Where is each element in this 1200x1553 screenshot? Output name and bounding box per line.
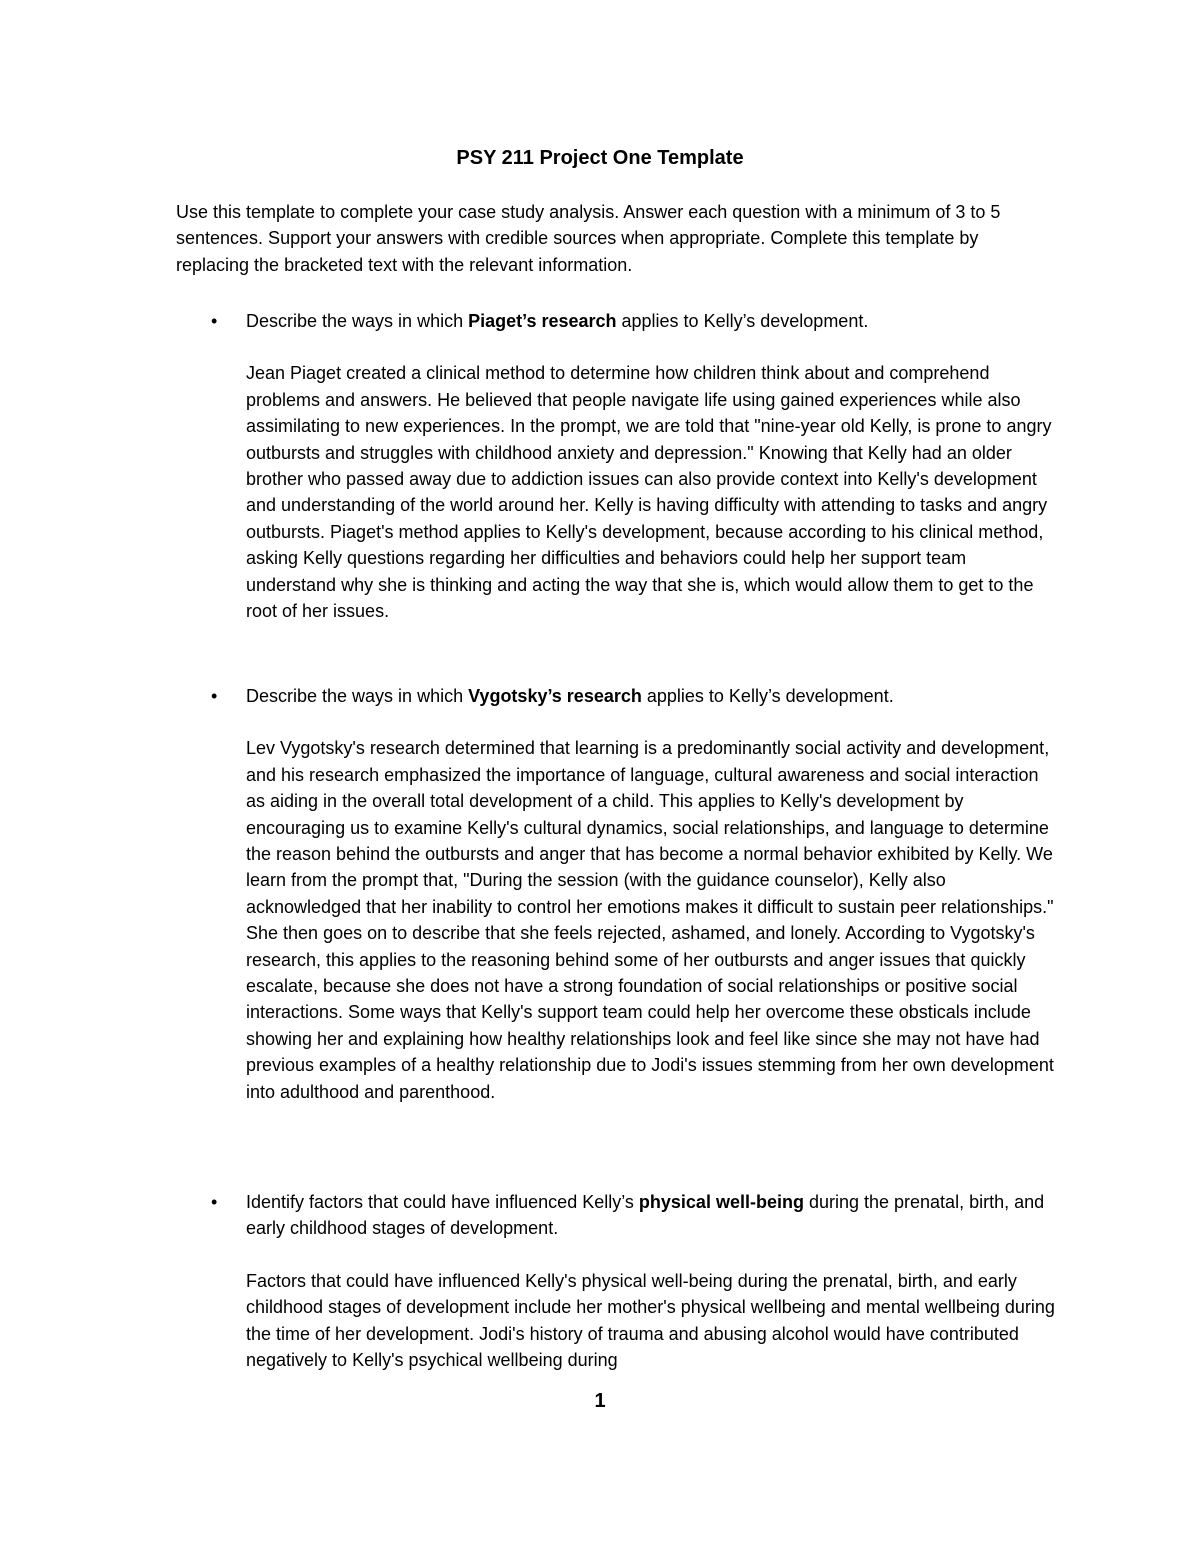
prompt-text: applies to Kelly’s development. [641,686,894,706]
prompt-text: during the prenatal, birth, and early childhood stages of development. [246,1192,1045,1239]
prompt-emphasis: Piaget’s research [468,311,617,331]
prompt-emphasis: Vygotsky’s research [468,686,642,706]
answer-paragraph: Lev Vygotsky's research determined that learning is a predominantly social activity and development, and his research emphasized the importance of language, cultural awareness and social interaction as aiding in the overall total development of a child. This applies to Kelly's development by encouraging us to examine Kelly's cultural dynamics, social relationships, and language to determine the reason behind the outbursts and anger that has become a normal behavior exhibited by Kelly. We learn from the prompt that, "During the session (with the guidance counselor), Kelly also acknowledged that her inability to control her emotions makes it difficult to sustain peer relationships." She then goes on to describe that she feels rejected, ashamed, and lonely. According to Vygotsky's research, this applies to the reasoning behind some of her outbursts and anger issues that quickly escalate, because she does not have a strong foundation of social relationships or positive social interactions. Some ways that Kelly's support team could help her overcome these obsticals include showing her and explaining how healthy relationships look and feel like since she may not have had previous examples of a healthy relationship due to Jodi's issues stemming from her own development into adulthood and parenthood. [246,738,1054,1102]
page-number: 1 [594,1390,606,1412]
prompt-text: applies to Kelly’s development. [616,311,869,331]
answer-paragraph: Factors that could have influenced Kelly's physical well-being during the prenatal, birth, and early childhood stages of development include her mother's physical wellbeing and mental wellbeing during the time of her development. Jodi's history of trauma and abusing alcohol would have contributed negatively to Kelly's psychical wellbeing during [246,1270,1055,1371]
bullet-icon: • [211,686,218,706]
question-block-physical-wellbeing [176,1189,1056,1373]
question-block-vygotsky [176,683,1056,1105]
prompt-text: Describe the ways in which [246,686,469,706]
answer-paragraph: Jean Piaget created a clinical method to determine how children think about and comprehend problems and answers. He believed that people navigate life using gained experiences while also assimilating to new experiences. In the prompt, we are told that "nine-year old Kelly, is prone to angry outbursts and struggles with childhood anxiety and depression." Knowing that Kelly had an older brother who passed away due to addiction issues can also provide context into Kelly's development and understanding of the world around her. Kelly is having difficulty with attending to tasks and angry outbursts. Piaget's method applies to Kelly's development, because according to his clinical method, asking Kelly questions regarding her difficulties and behaviors could help her support team understand why she is thinking and acting the way that she is, which would allow them to get to the root of her issues. [246,363,1052,622]
question-block-piaget [176,308,1056,624]
question-prompt [176,683,1056,709]
intro-paragraph: Use this template to complete your case study analysis. Answer each question with a minimum of 3 to 5 sentences. Support your answers with credible sources when appropriate. Complete this template by replacing the bracketed text with the relevant information. [176,202,1001,275]
prompt-text: Describe the ways in which [246,311,469,331]
prompt-emphasis: physical well-being [638,1192,804,1212]
document-title: PSY 211 Project One Template [456,147,744,169]
question-prompt [176,1189,1056,1242]
prompt-text: Identify factors that could have influenced Kelly’s [246,1192,639,1212]
bullet-icon: • [211,1192,218,1212]
bullet-icon: • [211,311,218,331]
question-prompt [176,308,1056,334]
